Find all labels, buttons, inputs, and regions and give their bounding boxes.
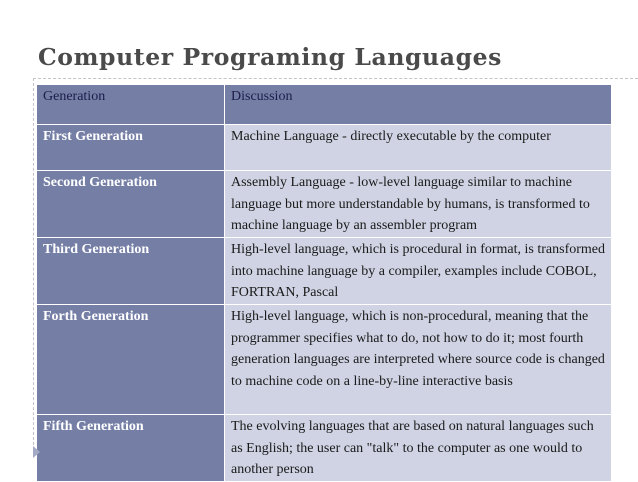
- title-divider: [33, 78, 638, 79]
- generations-table: [36, 84, 612, 482]
- discussion-cell: The evolving languages that are based on natural languages such as English; the user can "talk" to the computer as one would to another person: [225, 415, 612, 482]
- table-row: [37, 171, 612, 238]
- table-row: [37, 305, 612, 415]
- header-generation: Generation: [37, 85, 225, 125]
- generation-cell: First Generation: [37, 125, 225, 171]
- discussion-cell: Assembly Language - low-level language similar to machine language but more understandable by humans, is transformed to machine language by an assembler program: [225, 171, 612, 238]
- generation-cell: Fifth Generation: [37, 415, 225, 482]
- table-row: [37, 415, 612, 482]
- table-row: [37, 238, 612, 305]
- table-row: [37, 125, 612, 171]
- header-discussion: Discussion: [225, 85, 612, 125]
- left-margin-divider: [33, 78, 34, 450]
- table-header-row: [37, 85, 612, 125]
- generation-cell: Second Generation: [37, 171, 225, 238]
- generation-cell: Forth Generation: [37, 305, 225, 415]
- discussion-cell: High-level language, which is non-procedural, meaning that the programmer specifies what to do, not how to do it; most fourth generation languages are interpreted where source code is changed to machine code on a line-by-line interactive basis: [225, 305, 612, 415]
- triangle-bullet-icon: [33, 446, 40, 458]
- discussion-cell: High-level language, which is procedural in format, is transformed into machine language by a compiler, examples include COBOL, FORTRAN, Pascal: [225, 238, 612, 305]
- generation-cell: Third Generation: [37, 238, 225, 305]
- slide-title: Computer Programing Languages: [38, 43, 502, 71]
- discussion-cell: Machine Language - directly executable by the computer: [225, 125, 612, 171]
